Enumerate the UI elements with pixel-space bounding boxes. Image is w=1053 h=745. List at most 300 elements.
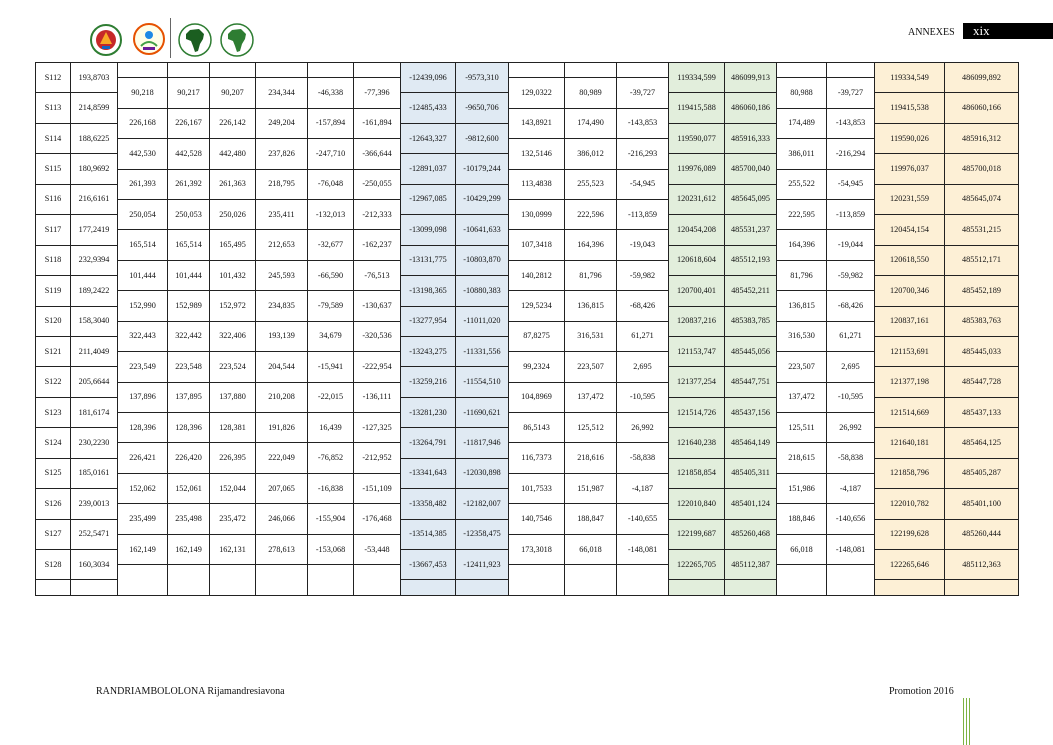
coord-cell: 122010,840 (669, 489, 725, 519)
empty-cell (617, 565, 669, 595)
leg-value-cell: -76,852 (308, 443, 354, 473)
leg-value-cell: 316,530 (777, 321, 827, 351)
leg-value-cell: 322,443 (118, 321, 168, 351)
leg-value-cell: 143,8921 (509, 108, 565, 138)
leg-value-cell: 235,411 (256, 199, 308, 229)
footer-promotion: Promotion 2016 (889, 686, 954, 697)
station-value-cell: 239,0013 (71, 489, 118, 519)
leg-value-cell: 80,988 (777, 78, 827, 108)
coord-cell: -9812,600 (456, 123, 509, 153)
coord-cell: -13514,385 (401, 519, 456, 549)
coord-cell: 486099,913 (725, 63, 777, 93)
leg-value-cell: 61,271 (617, 321, 669, 351)
leg-value-cell: 137,880 (210, 382, 256, 412)
empty-cell (308, 565, 354, 595)
table-row (36, 473, 1019, 488)
leg-value-cell: 26,992 (617, 413, 669, 443)
leg-value-cell: 386,011 (777, 139, 827, 169)
coord-cell: 121377,254 (669, 367, 725, 397)
leg-value-cell: -247,710 (308, 139, 354, 169)
leg-value-cell: -143,853 (827, 108, 875, 138)
leg-value-cell: 2,695 (617, 352, 669, 382)
coord-cell: -13264,791 (401, 428, 456, 458)
coord-cell: -13099,098 (401, 215, 456, 245)
leg-value-cell: 255,522 (777, 169, 827, 199)
leg-value-cell: 222,596 (565, 199, 617, 229)
empty-cell (875, 580, 945, 595)
leg-value-cell: -216,294 (827, 139, 875, 169)
leg-value-cell: 235,472 (210, 504, 256, 534)
leg-value-cell: -15,941 (308, 352, 354, 382)
leg-value-cell: -212,952 (354, 443, 401, 473)
final-coord-cell: 120231,559 (875, 184, 945, 214)
leg-value-cell: 152,990 (118, 291, 168, 321)
leg-value-cell: -76,513 (354, 260, 401, 290)
leg-value-cell: -162,237 (354, 230, 401, 260)
final-coord-cell: 122265,646 (875, 550, 945, 580)
empty-cell (827, 63, 875, 78)
final-coord-cell: 485437,133 (945, 397, 1019, 427)
final-coord-cell: 121153,691 (875, 336, 945, 366)
leg-value-cell: 162,149 (118, 534, 168, 564)
leg-value-cell: 222,595 (777, 199, 827, 229)
station-id-cell: S114 (36, 123, 71, 153)
page-number: xix (963, 23, 1053, 39)
leg-value-cell: 66,018 (565, 534, 617, 564)
leg-value-cell: 322,442 (168, 321, 210, 351)
leg-value-cell: -161,894 (354, 108, 401, 138)
coord-cell: -12485,433 (401, 93, 456, 123)
leg-value-cell: 223,507 (565, 352, 617, 382)
leg-value-cell: 151,987 (565, 473, 617, 503)
leg-value-cell: 223,548 (168, 352, 210, 382)
coord-cell: -10179,244 (456, 154, 509, 184)
leg-value-cell: -32,677 (308, 230, 354, 260)
leg-value-cell: 261,363 (210, 169, 256, 199)
leg-value-cell: -140,655 (617, 504, 669, 534)
leg-value-cell: -222,954 (354, 352, 401, 382)
station-id-cell: S120 (36, 306, 71, 336)
final-coord-cell: 486099,892 (945, 63, 1019, 93)
leg-value-cell: 101,432 (210, 260, 256, 290)
leg-value-cell: -136,111 (354, 382, 401, 412)
leg-value-cell: 212,653 (256, 230, 308, 260)
coord-cell: 121153,747 (669, 336, 725, 366)
leg-value-cell: 125,512 (565, 413, 617, 443)
coord-cell: 485405,311 (725, 458, 777, 488)
leg-value-cell: 442,480 (210, 139, 256, 169)
coord-cell: 485916,333 (725, 123, 777, 153)
coord-cell: -13259,216 (401, 367, 456, 397)
leg-value-cell: -22,015 (308, 382, 354, 412)
coord-cell: 122265,705 (669, 550, 725, 580)
station-value-cell: 216,6161 (71, 184, 118, 214)
final-coord-cell: 121858,796 (875, 458, 945, 488)
table-row (36, 169, 1019, 184)
leg-value-cell: 207,065 (256, 473, 308, 503)
leg-value-cell: -77,396 (354, 78, 401, 108)
leg-value-cell: 226,420 (168, 443, 210, 473)
station-value-cell: 189,2422 (71, 276, 118, 306)
table-row (36, 413, 1019, 428)
final-coord-cell: 121377,198 (875, 367, 945, 397)
final-coord-cell: 485531,215 (945, 215, 1019, 245)
leg-value-cell: -320,536 (354, 321, 401, 351)
leg-value-cell: 249,204 (256, 108, 308, 138)
leg-value-cell: 152,989 (168, 291, 210, 321)
coord-cell: -10880,383 (456, 276, 509, 306)
leg-value-cell: -39,727 (617, 78, 669, 108)
station-value-cell: 181,6174 (71, 397, 118, 427)
leg-value-cell: 66,018 (777, 534, 827, 564)
leg-value-cell: 116,7373 (509, 443, 565, 473)
empty-cell (210, 63, 256, 78)
empty-cell (565, 63, 617, 78)
leg-value-cell: 128,381 (210, 413, 256, 443)
leg-value-cell: 218,795 (256, 169, 308, 199)
table-row (36, 63, 1019, 78)
coord-cell: 120618,604 (669, 245, 725, 275)
coord-cell: -13243,275 (401, 336, 456, 366)
table-row (36, 382, 1019, 397)
leg-value-cell: 245,593 (256, 260, 308, 290)
leg-value-cell: 80,989 (565, 78, 617, 108)
leg-value-cell: 90,207 (210, 78, 256, 108)
leg-value-cell: 226,395 (210, 443, 256, 473)
coord-cell: -11331,556 (456, 336, 509, 366)
leg-value-cell: 165,514 (118, 230, 168, 260)
coord-cell: 485700,040 (725, 154, 777, 184)
leg-value-cell: -140,656 (827, 504, 875, 534)
leg-value-cell: 188,846 (777, 504, 827, 534)
station-id-cell: S116 (36, 184, 71, 214)
station-id-cell: S122 (36, 367, 71, 397)
station-value-cell: 188,6225 (71, 123, 118, 153)
leg-value-cell: 136,815 (565, 291, 617, 321)
leg-value-cell: 165,514 (168, 230, 210, 260)
leg-value-cell: 261,393 (118, 169, 168, 199)
leg-value-cell: 226,421 (118, 443, 168, 473)
leg-value-cell: 140,2812 (509, 260, 565, 290)
leg-value-cell: 137,895 (168, 382, 210, 412)
leg-value-cell: 164,396 (565, 230, 617, 260)
leg-value-cell: -59,982 (827, 260, 875, 290)
empty-cell (168, 565, 210, 595)
leg-value-cell: -113,859 (617, 199, 669, 229)
final-coord-cell: 485447,728 (945, 367, 1019, 397)
leg-value-cell: 223,524 (210, 352, 256, 382)
coord-cell: 485112,387 (725, 550, 777, 580)
leg-value-cell: 129,5234 (509, 291, 565, 321)
leg-value-cell: 137,472 (777, 382, 827, 412)
final-coord-cell: 119976,037 (875, 154, 945, 184)
final-coord-cell: 121514,669 (875, 397, 945, 427)
leg-value-cell: 34,679 (308, 321, 354, 351)
leg-value-cell: -39,727 (827, 78, 875, 108)
final-coord-cell: 485452,189 (945, 276, 1019, 306)
empty-cell (617, 63, 669, 78)
footer-rule (969, 698, 970, 745)
leg-value-cell: 26,992 (827, 413, 875, 443)
table-row (36, 139, 1019, 154)
leg-value-cell: -127,325 (354, 413, 401, 443)
coord-cell: 485512,193 (725, 245, 777, 275)
final-coord-cell: 119415,538 (875, 93, 945, 123)
final-coord-cell: 122199,628 (875, 519, 945, 549)
traverse-computation-table (35, 62, 1019, 596)
leg-value-cell: -68,426 (617, 291, 669, 321)
leg-value-cell: -16,838 (308, 473, 354, 503)
empty-cell (827, 565, 875, 595)
leg-value-cell: 136,815 (777, 291, 827, 321)
station-value-cell: 180,9692 (71, 154, 118, 184)
coord-cell: 120454,208 (669, 215, 725, 245)
leg-value-cell: -54,945 (617, 169, 669, 199)
empty-cell (210, 565, 256, 595)
final-coord-cell: 121640,181 (875, 428, 945, 458)
leg-value-cell: 235,499 (118, 504, 168, 534)
leg-value-cell: 125,511 (777, 413, 827, 443)
final-coord-cell: 485645,074 (945, 184, 1019, 214)
leg-value-cell: -46,338 (308, 78, 354, 108)
leg-value-cell: 107,3418 (509, 230, 565, 260)
leg-value-cell: 174,489 (777, 108, 827, 138)
table-row (36, 78, 1019, 93)
table-row (36, 443, 1019, 458)
leg-value-cell: 61,271 (827, 321, 875, 351)
table-row (36, 565, 1019, 580)
coord-cell: -12643,327 (401, 123, 456, 153)
empty-cell (565, 565, 617, 595)
empty-cell (725, 580, 777, 595)
leg-value-cell: -4,187 (617, 473, 669, 503)
leg-value-cell: 113,4838 (509, 169, 565, 199)
final-coord-cell: 485464,125 (945, 428, 1019, 458)
coord-cell: -10641,633 (456, 215, 509, 245)
leg-value-cell: 128,396 (118, 413, 168, 443)
final-coord-cell: 120454,154 (875, 215, 945, 245)
leg-value-cell: 162,131 (210, 534, 256, 564)
leg-value-cell: 235,498 (168, 504, 210, 534)
coord-cell: -12358,475 (456, 519, 509, 549)
leg-value-cell: 226,168 (118, 108, 168, 138)
africa-map-logo-icon (218, 22, 256, 58)
leg-value-cell: 250,053 (168, 199, 210, 229)
leg-value-cell: 101,7533 (509, 473, 565, 503)
leg-value-cell: -19,043 (617, 230, 669, 260)
leg-value-cell: -157,894 (308, 108, 354, 138)
coord-cell: -13131,775 (401, 245, 456, 275)
station-id-cell: S113 (36, 93, 71, 123)
leg-value-cell: -130,637 (354, 291, 401, 321)
coord-cell: 485445,056 (725, 336, 777, 366)
coord-cell: 122199,687 (669, 519, 725, 549)
coord-cell: 121514,726 (669, 397, 725, 427)
school-emblem-icon (132, 22, 166, 56)
leg-value-cell: 152,062 (118, 473, 168, 503)
leg-value-cell: 162,149 (168, 534, 210, 564)
coord-cell: -9650,706 (456, 93, 509, 123)
station-value-cell: 193,8703 (71, 63, 118, 93)
station-id-cell: S123 (36, 397, 71, 427)
coord-cell: -12439,096 (401, 63, 456, 93)
table-row (36, 321, 1019, 336)
coord-cell: 119590,077 (669, 123, 725, 153)
coord-cell: 120231,612 (669, 184, 725, 214)
leg-value-cell: 237,826 (256, 139, 308, 169)
station-value-cell: 160,3034 (71, 550, 118, 580)
station-value-cell: 232,9394 (71, 245, 118, 275)
leg-value-cell: 442,530 (118, 139, 168, 169)
leg-value-cell: 128,396 (168, 413, 210, 443)
leg-value-cell: -53,448 (354, 534, 401, 564)
final-coord-cell: 485512,171 (945, 245, 1019, 275)
coord-cell: -9573,310 (456, 63, 509, 93)
leg-value-cell: 151,986 (777, 473, 827, 503)
station-id-cell: S117 (36, 215, 71, 245)
leg-value-cell: 164,396 (777, 230, 827, 260)
leg-value-cell: -4,187 (827, 473, 875, 503)
leg-value-cell: -66,590 (308, 260, 354, 290)
leg-value-cell: -216,293 (617, 139, 669, 169)
leg-value-cell: 246,066 (256, 504, 308, 534)
leg-value-cell: -212,333 (354, 199, 401, 229)
leg-value-cell: 193,139 (256, 321, 308, 351)
leg-value-cell: -58,838 (827, 443, 875, 473)
leg-value-cell: -58,838 (617, 443, 669, 473)
station-id-cell: S127 (36, 519, 71, 549)
final-coord-cell: 485383,763 (945, 306, 1019, 336)
leg-value-cell: -151,109 (354, 473, 401, 503)
coord-cell: 120700,401 (669, 276, 725, 306)
leg-value-cell: 188,847 (565, 504, 617, 534)
coord-cell: 119976,089 (669, 154, 725, 184)
final-coord-cell: 120837,161 (875, 306, 945, 336)
station-id-cell: S115 (36, 154, 71, 184)
table-row (36, 230, 1019, 245)
final-coord-cell: 485700,018 (945, 154, 1019, 184)
station-id-cell: S112 (36, 63, 71, 93)
coord-cell: -11554,510 (456, 367, 509, 397)
coord-cell: 485437,156 (725, 397, 777, 427)
coord-cell: -12411,923 (456, 550, 509, 580)
leg-value-cell: -68,426 (827, 291, 875, 321)
leg-value-cell: 218,615 (777, 443, 827, 473)
empty-cell (945, 580, 1019, 595)
coord-cell: 119415,588 (669, 93, 725, 123)
coord-cell: 485260,468 (725, 519, 777, 549)
station-id-cell: S119 (36, 276, 71, 306)
leg-value-cell: -59,982 (617, 260, 669, 290)
leg-value-cell: 442,528 (168, 139, 210, 169)
leg-value-cell: 129,0322 (509, 78, 565, 108)
leg-value-cell: 152,061 (168, 473, 210, 503)
leg-value-cell: 210,208 (256, 382, 308, 412)
coord-cell: -12967,085 (401, 184, 456, 214)
table-row (36, 108, 1019, 123)
coord-cell: 485645,095 (725, 184, 777, 214)
coord-cell: -13358,482 (401, 489, 456, 519)
leg-value-cell: 101,444 (118, 260, 168, 290)
leg-value-cell: -79,589 (308, 291, 354, 321)
empty-cell (71, 580, 118, 595)
footer-rule (963, 698, 964, 745)
leg-value-cell: 234,344 (256, 78, 308, 108)
final-coord-cell: 122010,782 (875, 489, 945, 519)
final-coord-cell: 485405,287 (945, 458, 1019, 488)
leg-value-cell: -10,595 (827, 382, 875, 412)
coord-cell: 485531,237 (725, 215, 777, 245)
leg-value-cell: 316,531 (565, 321, 617, 351)
leg-value-cell: 261,392 (168, 169, 210, 199)
coord-cell: -12182,007 (456, 489, 509, 519)
coord-cell: 485464,149 (725, 428, 777, 458)
table-row (36, 352, 1019, 367)
logo-divider (170, 18, 171, 58)
table-row (36, 199, 1019, 214)
footer-rule (966, 698, 967, 745)
empty-cell (308, 63, 354, 78)
leg-value-cell: -143,853 (617, 108, 669, 138)
leg-value-cell: 322,406 (210, 321, 256, 351)
leg-value-cell: 174,490 (565, 108, 617, 138)
station-value-cell: 205,6644 (71, 367, 118, 397)
empty-cell (456, 580, 509, 595)
coord-cell: -13277,954 (401, 306, 456, 336)
coord-cell: 120837,216 (669, 306, 725, 336)
final-coord-cell: 485916,312 (945, 123, 1019, 153)
coord-cell: -13198,365 (401, 276, 456, 306)
empty-cell (168, 63, 210, 78)
leg-value-cell: 2,695 (827, 352, 875, 382)
leg-value-cell: -19,044 (827, 230, 875, 260)
final-coord-cell: 485445,033 (945, 336, 1019, 366)
leg-value-cell: 86,5143 (509, 413, 565, 443)
station-value-cell: 252,5471 (71, 519, 118, 549)
leg-value-cell: 222,049 (256, 443, 308, 473)
leg-value-cell: 226,142 (210, 108, 256, 138)
station-value-cell: 211,4049 (71, 336, 118, 366)
leg-value-cell: 152,972 (210, 291, 256, 321)
footer-author: RANDRIAMBOLOLONA Rijamandresiavona (96, 686, 285, 697)
leg-value-cell: -132,013 (308, 199, 354, 229)
coord-cell: -11817,946 (456, 428, 509, 458)
leg-value-cell: 386,012 (565, 139, 617, 169)
table-row (36, 260, 1019, 275)
coord-cell: 486060,186 (725, 93, 777, 123)
final-coord-cell: 120618,550 (875, 245, 945, 275)
station-id-cell: S124 (36, 428, 71, 458)
leg-value-cell: 250,054 (118, 199, 168, 229)
table-row (36, 534, 1019, 549)
empty-cell (509, 63, 565, 78)
leg-value-cell: 87,8275 (509, 321, 565, 351)
leg-value-cell: 99,2324 (509, 352, 565, 382)
leg-value-cell: 137,896 (118, 382, 168, 412)
coord-cell: -10429,299 (456, 184, 509, 214)
coord-cell: 485401,124 (725, 489, 777, 519)
station-value-cell: 185,0161 (71, 458, 118, 488)
coord-cell: -13281,230 (401, 397, 456, 427)
leg-value-cell: 234,835 (256, 291, 308, 321)
leg-value-cell: 130,0999 (509, 199, 565, 229)
leg-value-cell: -153,068 (308, 534, 354, 564)
empty-cell (256, 63, 308, 78)
station-id-cell: S128 (36, 550, 71, 580)
empty-cell (669, 580, 725, 595)
empty-cell (777, 63, 827, 78)
final-coord-cell: 485401,100 (945, 489, 1019, 519)
